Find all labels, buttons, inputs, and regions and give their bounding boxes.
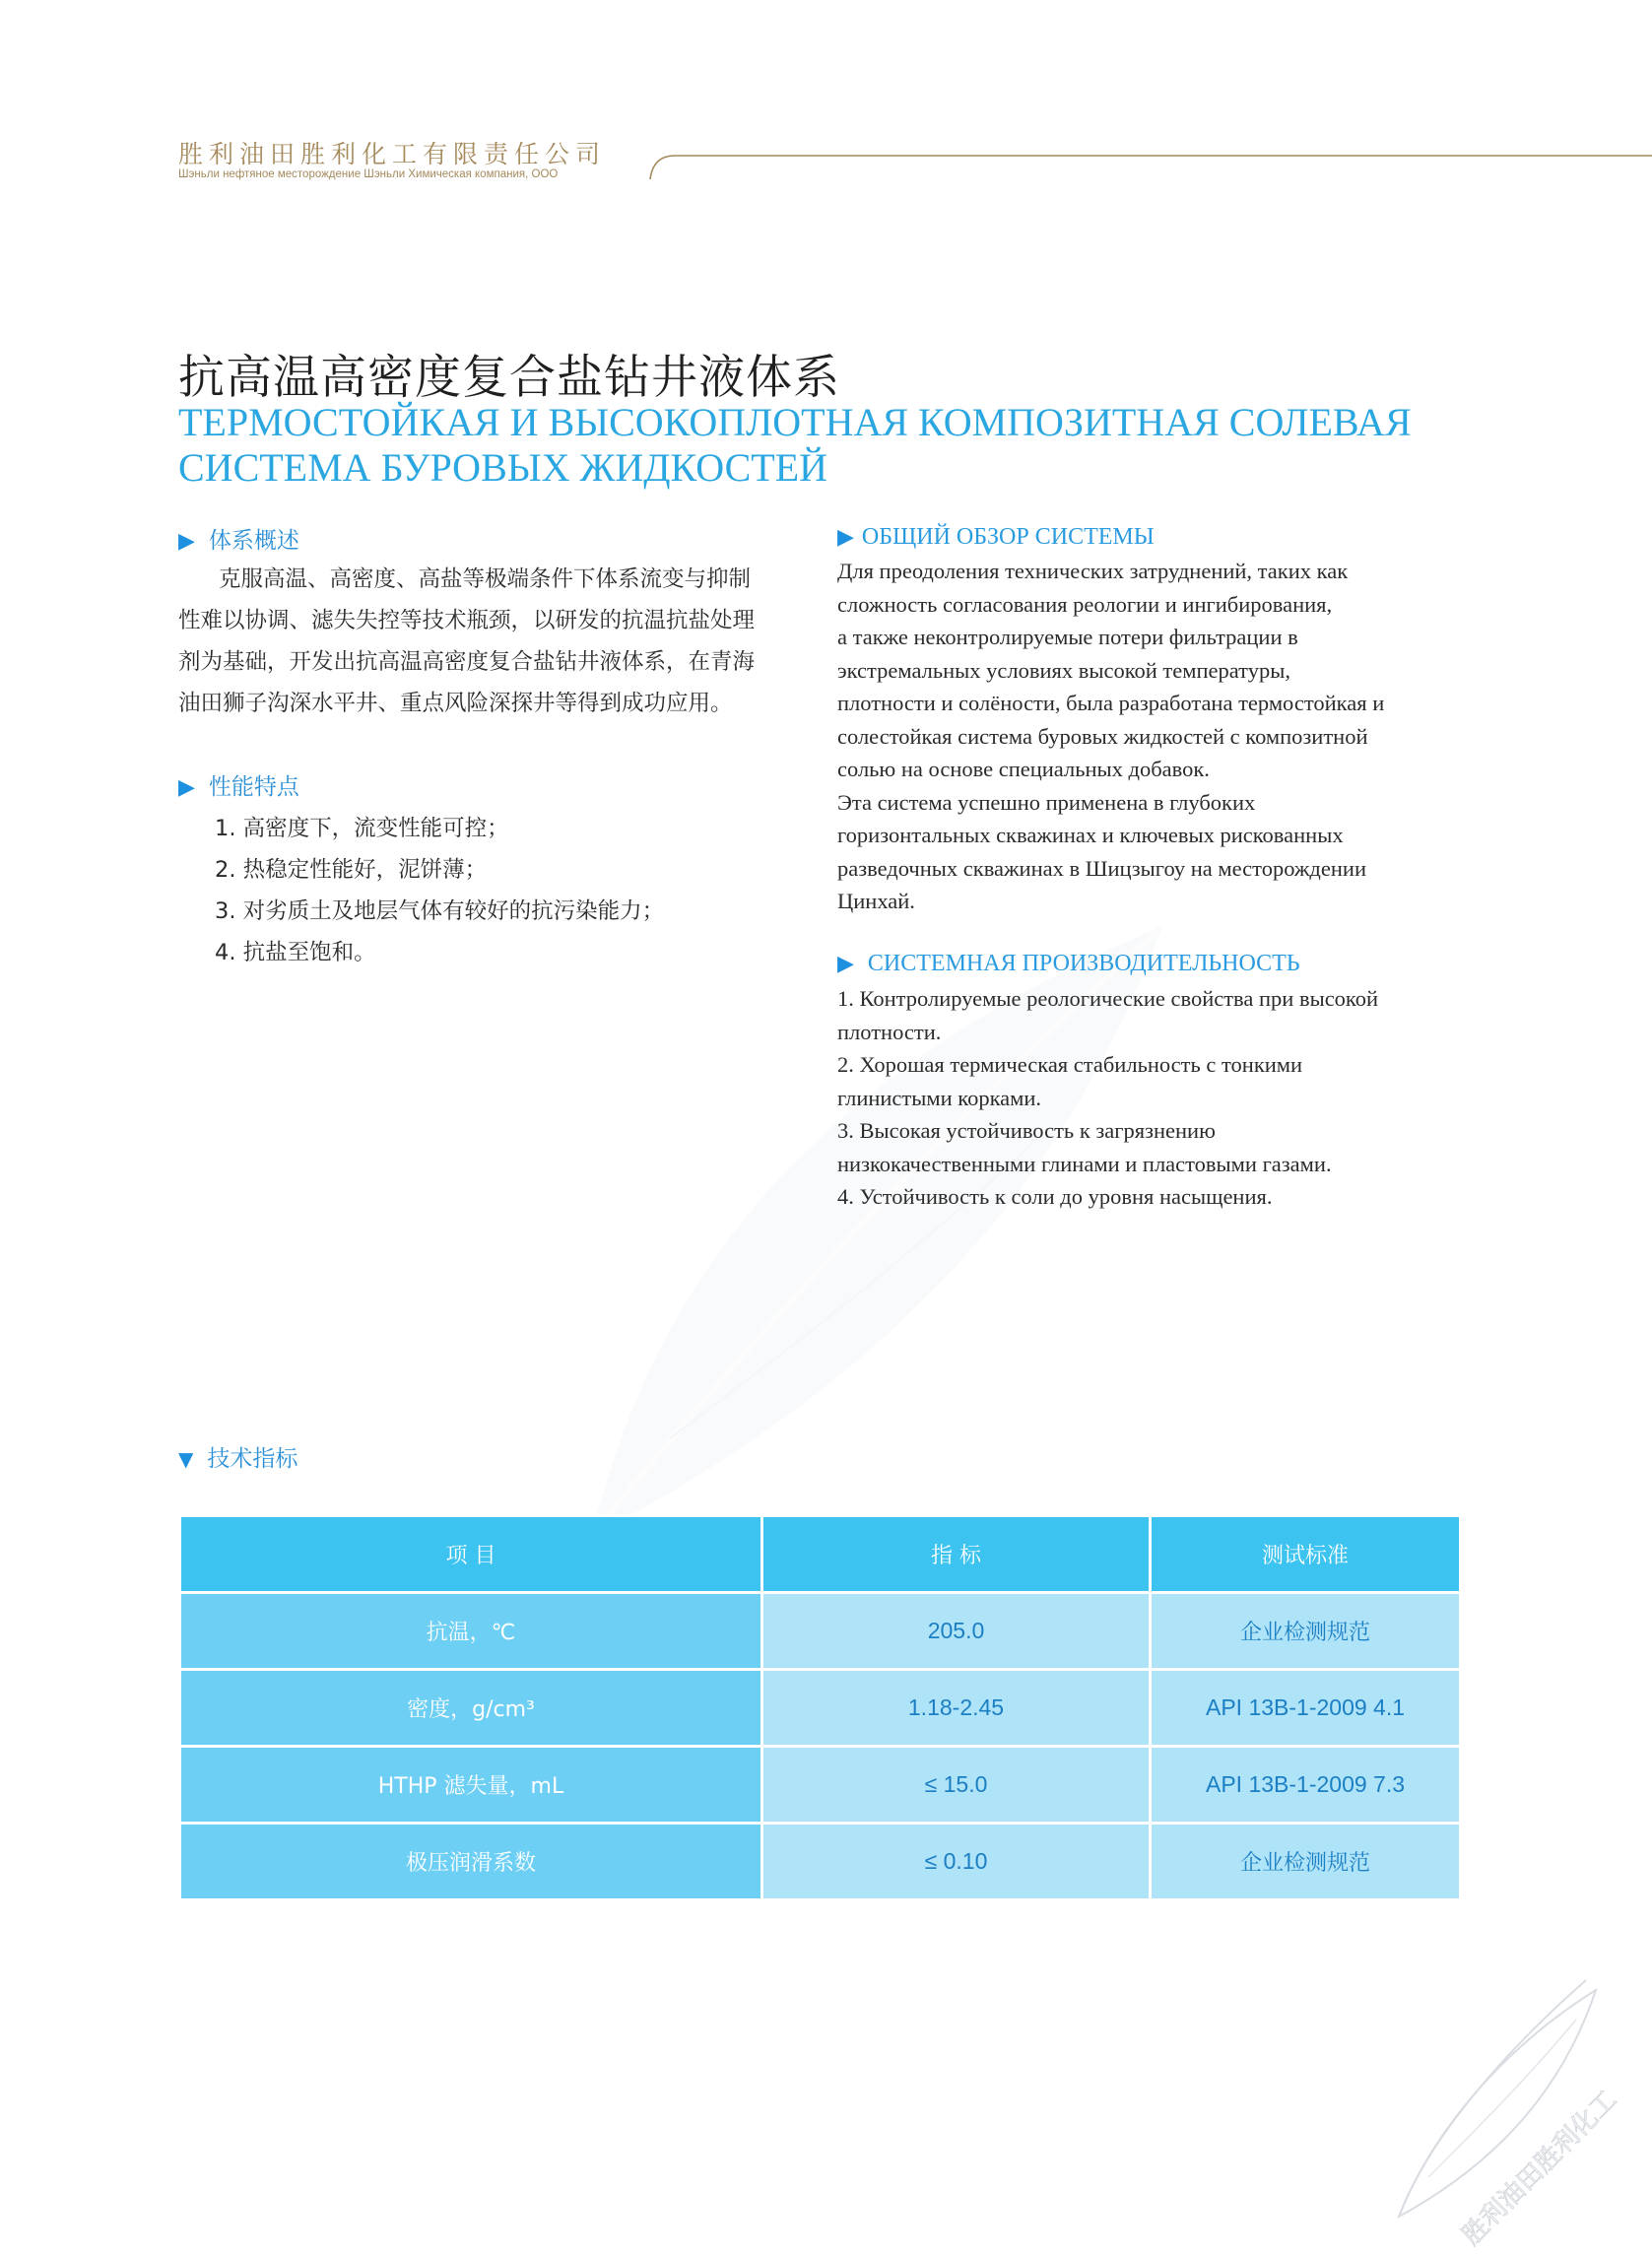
paragraph-line: 克服高温、高密度、高盐等极端条件下体系流变与抑制 — [219, 566, 752, 592]
company-name-cn: 胜利油田胜利化工有限责任公司 — [178, 140, 607, 168]
column-header-standard: 测试标准 — [1151, 1516, 1461, 1593]
section-heading-overview-cn — [178, 522, 299, 555]
section-heading-features-ru — [837, 951, 1300, 977]
cell-standard: API 13B-1-2009 7.3 — [1151, 1747, 1461, 1824]
paragraph-line: солестойкая система буровых жидкостей с композитной — [837, 723, 1368, 749]
table-row — [180, 1670, 1461, 1747]
list-item: 1. 高密度下，流变性能可控； — [215, 816, 509, 841]
cell-standard: API 13B-1-2009 4.1 — [1151, 1670, 1461, 1747]
header-divider — [645, 148, 1652, 187]
cell-standard: 企业检测规范 — [1151, 1824, 1461, 1900]
section-heading-label: ОБЩИЙ ОБЗОР СИСТЕМЫ — [861, 524, 1155, 550]
section-heading-label: 体系概述 — [208, 528, 299, 554]
paragraph-line: Цинхай. — [837, 889, 915, 913]
features-list-ru — [837, 982, 1468, 1214]
table-header-row — [180, 1516, 1461, 1593]
cell-item: 抗温，℃ — [180, 1593, 762, 1670]
company-logo-watermark-icon — [1369, 1960, 1652, 2257]
cell-item: 密度，g/cm³ — [180, 1670, 762, 1747]
paragraph-line: 性难以协调、滤失失控等技术瓶颈，以研发的抗温抗盐处理 — [178, 608, 756, 633]
paragraph-line: 油田狮子沟深水平井、重点风险深探井等得到成功应用。 — [178, 691, 733, 716]
cell-item: HTHP 滤失量，mL — [180, 1747, 762, 1824]
list-item: 4. Устойчивость к соли до уровня насыщения. — [837, 1184, 1273, 1209]
triangle-bullet-icon: ▶ — [837, 525, 854, 550]
cell-value: ≤ 0.10 — [762, 1824, 1151, 1900]
list-item: плотности. — [837, 1019, 942, 1044]
page-title-ru-line2: СИСТЕМА БУРОВЫХ ЖИДКОСТЕЙ — [178, 445, 828, 490]
paragraph-line: горизонтальных скважинах и ключевых рискованных — [837, 823, 1344, 847]
paragraph-line: экстремальных условиях высокой температуры, — [837, 657, 1290, 683]
svg-text:胜利油田胜利化工: 胜利油田胜利化工 — [1456, 2085, 1623, 2251]
list-item: 2. 热稳定性能好，泥饼薄； — [215, 857, 488, 883]
section-heading-label: 技术指标 — [207, 1446, 298, 1472]
cell-item: 极压润滑系数 — [180, 1824, 762, 1900]
triangle-down-icon: ▼ — [178, 1447, 194, 1471]
paragraph-line: плотности и солёности, была разработана термостойкая и — [837, 691, 1385, 715]
page-title-ru — [178, 400, 1459, 491]
section-heading-label: СИСТЕМНАЯ ПРОИЗВОДИТЕЛЬНОСТЬ — [867, 951, 1300, 976]
paragraph-line: Для преодоления технических затруднений, таких как — [837, 559, 1349, 583]
page-title-cn: 抗高温高密度复合盐钻井液体系 — [178, 351, 840, 405]
list-item: 2. Хорошая термическая стабильность с тонкими — [837, 1052, 1303, 1077]
company-name-ru: Шэньли нефтяное месторождение Шэньли Химическая компания, ООО — [178, 168, 559, 180]
triangle-bullet-icon: ▶ — [837, 952, 854, 976]
overview-paragraph-cn — [178, 559, 789, 724]
section-heading-tech — [178, 1440, 297, 1473]
column-header-value: 指 标 — [762, 1516, 1151, 1593]
section-heading-label: 性能特点 — [208, 774, 299, 800]
paragraph-line: солью на основе специальных добавок. — [837, 757, 1210, 781]
table-row — [180, 1824, 1461, 1900]
list-item: 4. 抗盐至饱和。 — [215, 940, 376, 965]
list-item: 1. Контролируемые реологические свойства при высокой — [837, 986, 1379, 1011]
paragraph-line: Эта система успешно применена в глубоких — [837, 789, 1256, 815]
section-heading-overview-ru — [837, 524, 1155, 551]
list-item: 3. Высокая устойчивость к загрязнению — [837, 1118, 1216, 1143]
table-row — [180, 1747, 1461, 1824]
cell-value: 1.18-2.45 — [762, 1670, 1151, 1747]
paragraph-line: разведочных скважинах в Шицзыгоу на месторождении — [837, 855, 1366, 881]
paragraph-line: а также неконтролируемые потери фильтрации в — [837, 625, 1298, 649]
overview-paragraph-ru — [837, 555, 1468, 918]
paragraph-line: 剂为基础，开发出抗高温高密度复合盐钻井液体系，在青海 — [178, 649, 756, 675]
table-row — [180, 1593, 1461, 1670]
cell-standard: 企业检测规范 — [1151, 1593, 1461, 1670]
list-item: глинистыми корками. — [837, 1085, 1042, 1110]
triangle-bullet-icon: ▶ — [178, 775, 195, 800]
triangle-bullet-icon: ▶ — [178, 529, 195, 554]
section-heading-features-cn — [178, 768, 299, 801]
list-item: низкокачественными глинами и пластовыми газами. — [837, 1151, 1332, 1176]
cell-value: 205.0 — [762, 1593, 1151, 1670]
spec-table — [178, 1514, 1462, 1901]
column-header-item: 项 目 — [180, 1516, 762, 1593]
list-item: 3. 对劣质土及地层气体有较好的抗污染能力； — [215, 898, 665, 924]
cell-value: ≤ 15.0 — [762, 1747, 1151, 1824]
page-title-ru-line1: ТЕРМОСТОЙКАЯ И ВЫСОКОПЛОТНАЯ КОМПОЗИТНАЯ СОЛЕВАЯ — [178, 400, 1412, 444]
features-list-cn — [215, 808, 664, 973]
paragraph-line: сложность согласования реологии и ингибирования, — [837, 591, 1333, 617]
